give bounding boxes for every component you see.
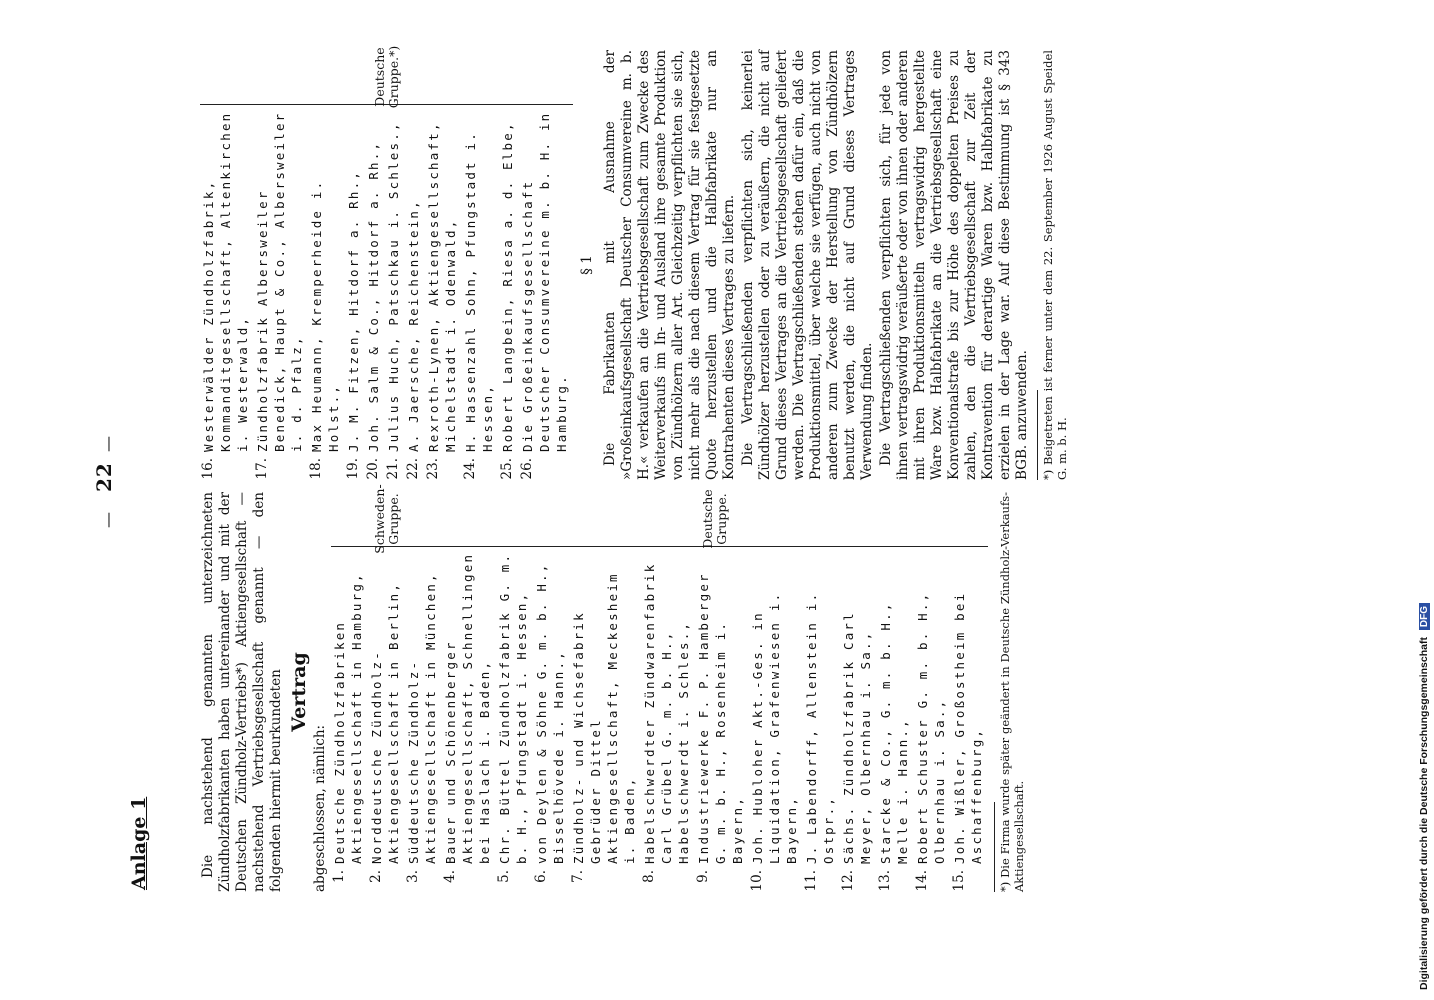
section-title: § 1	[579, 255, 595, 275]
list-item	[519, 109, 570, 480]
list-item-text: Sächs. Zündholzfabrik Carl Meyer, Olbernhau i. Sa.,	[841, 611, 873, 864]
list-item-number: 6.	[533, 870, 549, 883]
list-item	[405, 551, 439, 892]
list-item	[496, 551, 530, 892]
group-schweden-items	[331, 546, 442, 892]
list-item-text: Habelschwerdter Zündwarenfabrik Carl Grübel G. m. b. H., Habelschwerdt i. Schles.,	[642, 562, 691, 864]
contract-title: Vertrag	[288, 652, 310, 732]
list-item-text: Industriewerke F. P. Hamberger G. m. b. H., Rosenheim i. Bayern,	[696, 572, 745, 864]
list-item	[425, 109, 459, 480]
list-item-text: Deutsche Zündholzfabriken Aktiengesellschaft in Hamburg,	[332, 572, 364, 864]
group-schweden-label: Schweden-Gruppe.	[371, 484, 401, 554]
list-item	[345, 109, 362, 480]
list-item-text: Zündholz- und Wichsefabrik Gebrüder Dittel Aktiengesellschaft, Meckesheim i. Baden,	[571, 572, 637, 864]
page-number: 22	[92, 462, 116, 492]
list-item-number: 20.	[365, 458, 381, 480]
list-item-number: 21.	[385, 458, 401, 480]
contract-subhead: abgeschlossen, nämlich:	[312, 724, 328, 892]
list-item-number: 25.	[499, 458, 515, 480]
group-deutsche	[442, 489, 988, 892]
list-item-number: 3.	[405, 870, 421, 883]
list-item-text: Robert Schuster G. m. b. H., Olbernhau i. Sa.,	[915, 591, 947, 864]
list-item-number: 7.	[570, 870, 586, 883]
list-item-text: Rexroth-Lynen, Aktiengesellschaft, Michelstadt i. Odenwald,	[426, 121, 458, 452]
footnote-left: *) Die Firma wurde später geändert in Deutsche Zündholz-Verkaufs-Aktiengesellschaft.	[998, 492, 1026, 892]
list-item	[641, 551, 692, 892]
header-dash-left: —	[98, 512, 117, 528]
list-item	[308, 109, 342, 480]
footnote-rule-right	[1037, 390, 1038, 480]
list-item-number: 2.	[368, 870, 384, 883]
list-item	[840, 551, 874, 892]
list-item	[803, 551, 837, 892]
list-item-number: 14.	[914, 870, 930, 892]
list-item	[914, 551, 948, 892]
list-item-text: Bauer und Schönenberger Aktiengesellschaft, Schnellingen bei Haslach i. Baden,	[443, 552, 492, 864]
header-dash-right: —	[98, 436, 117, 452]
dfg-note-text: Digitalisierung gefördert durch die Deutsche Forschungsgemeinschaft	[1418, 637, 1430, 990]
list-item-number: 9.	[695, 870, 711, 883]
list-item-number: 15.	[951, 870, 967, 892]
list-item	[368, 551, 402, 892]
list-item-text: Chr. Büttel Zündholzfabrik G. m. b. H., Pfungstadt i. Hessen,	[497, 552, 529, 864]
list-item-text: Robert Langbein, Riesa a. d. Elbe,	[500, 121, 515, 452]
list-item-number: 10.	[749, 870, 765, 892]
list-item	[462, 109, 496, 480]
list-item-text: Julius Huch, Patschkau i. Schles.,	[386, 121, 401, 452]
list-item	[200, 109, 251, 480]
list-item-number: 19.	[345, 458, 361, 480]
list-item	[570, 551, 638, 892]
section-paragraph-3: Die Vertragschließenden verpflichten sich, für jede von ihnen vertragswidrig veräußerte oder von ihnen oder anderen mit ihren Produktionsmitteln vertragswidrig hergestellte Ware bzw. Halbfabrikate an die Vertriebsgesellschaft eine Konventionalstrafe bis zur Höhe des doppelten Preises zu zahlen, den die Vertriebsgesellschaft zur Zeit der Kontravention für derartige Waren bzw. Halbfabrikate zu erzielen in der Lage war. Auf diese Bestimmung ist § 343 BGB. anzuwenden.	[878, 50, 1030, 480]
list-item-number: 17.	[254, 458, 270, 480]
list-item-text: J. Labendorff, Allenstein i. Ostpr.,	[804, 591, 836, 864]
group-deutsche-items	[442, 546, 988, 892]
section-paragraph-2: Die Vertragschließenden verpflichten sich, keinerlei Zündhölzer herzustellen oder zu veräußern, die nicht auf Grund dieses Vertrages an die Vertriebsgesellschaft geliefert werden. Die Vertragschließenden stehen dafür ein, daß die Produktionsmittel, über welche sie verfügen, auch nicht von anderen zum Zwecke der Herstellung von Zündhölzern benutzt werden, die nicht auf Grund dieses Vertrages Verwendung finden.	[740, 50, 875, 480]
list-item-text: Süddeutsche Zündholz-Aktiengesellschaft in München,	[406, 572, 438, 864]
list-item-number: 24.	[462, 458, 478, 480]
list-item-number: 1.	[331, 870, 347, 883]
left-column	[200, 484, 1028, 892]
list-item-text: von Deylen & Söhne G. m. b. H., Bisselhövede i. Hann.,	[534, 562, 566, 864]
list-item-text: A. Jaersche, Reichenstein,	[406, 199, 421, 452]
list-item-number: 18.	[308, 458, 324, 480]
section-paragraph-1: Die Fabrikanten mit Ausnahme der »Großeinkaufsgesellschaft Deutscher Consumvereine m. b. H.« verkaufen an die Vertriebsgesellschaft zum Zwecke des Weiterverkaufs im In- und Ausland ihre gesamte Produktion von Zündhölzern aller Art. Gleichzeitig verpflichten sie sich, nicht mehr als die nach diesem Vertrag für sie festgesetzte Quote herzustellen und die Halbfabrikate nur an Kontrahenten dieses Vertrages zu liefern.	[602, 50, 737, 480]
list-item	[533, 551, 567, 892]
list-item	[254, 109, 305, 480]
list-item-number: 12.	[840, 870, 856, 892]
footnote-right: *) Beigetreten ist ferner unter dem 22. September 1926 August Speidel G. m. b. H.	[1041, 50, 1069, 480]
list-item-text: H. Hassenzahl Sohn, Pfungstadt i. Hessen,	[463, 131, 495, 452]
list-item-text: Joh. Hubloher Akt.-Ges. in Liquidation, Grafenwiesen i. Bayern,	[750, 591, 799, 864]
list-item-number: 5.	[496, 870, 512, 883]
list-item-text: Zündholzfabrik Albersweiler Benedick, Haupt & Co., Albersweiler i. d. Pfalz,	[255, 111, 304, 452]
list-item	[331, 551, 365, 892]
list-item	[951, 551, 985, 892]
list-item-text: Norddeutsche Zündholz-Aktiengesellschaft in Berlin,	[369, 581, 401, 864]
list-item	[749, 551, 800, 892]
list-item	[499, 109, 516, 480]
list-item-text: J. M. Fitzen, Hitdorf a. Rh.,	[346, 169, 361, 452]
list-item	[385, 109, 402, 480]
group-deutsche-cont	[200, 45, 573, 480]
list-item-number: 13.	[877, 870, 893, 892]
list-item-number: 4.	[442, 870, 458, 883]
list-item-text: Joh. Salm & Co., Hitdorf a. Rh.,	[366, 140, 381, 452]
list-item-number: 22.	[405, 458, 421, 480]
group-schweden	[331, 484, 442, 892]
list-item-number: 11.	[803, 870, 819, 892]
list-item-text: Joh. Wißler, Großostheim bei Aschaffenburg,	[952, 591, 984, 864]
list-item	[365, 109, 382, 480]
anlage-label: Anlage 1	[128, 796, 150, 890]
list-item-text: Max Heumann, Kremperheide i. Holst.,	[309, 179, 341, 452]
list-item-text: Die Großeinkaufsgesellschaft Deutscher Consumvereine m. b. H. in Hamburg.	[520, 111, 569, 452]
intro-paragraph: Die nachstehend genannten unterzeichneten Zündholzfabrikanten haben untereinander und mit der Deutschen Zündholz-Vertriebs*) Aktiengesellschaft — nachstehend Vertriebsgesellschaft genannt — den folgenden hiermit beurkundeten	[200, 492, 284, 892]
group-deutsche-cont-items	[200, 104, 573, 480]
list-item	[405, 109, 422, 480]
group-deutsche-cont-label: Deutsche Gruppe.*)	[371, 45, 401, 109]
list-item-number: 8.	[641, 870, 657, 883]
list-item-number: 26.	[519, 458, 535, 480]
list-item-number: 16.	[200, 458, 216, 480]
list-item-number: 23.	[425, 458, 441, 480]
list-item	[695, 551, 746, 892]
group-deutsche-label: Deutsche Gruppe.	[700, 489, 729, 549]
right-column	[200, 45, 1071, 480]
list-item	[877, 551, 911, 892]
list-item-text: Westerwälder Zündholzfabrik, Kommanditgesellschaft, Altenkirchen i. Westerwald,	[201, 111, 250, 452]
list-item	[442, 551, 493, 892]
list-item-text: Starcke & Co., G. m. b. H., Melle i. Hann.,	[878, 601, 910, 864]
dfg-badge: DFG	[1419, 603, 1430, 630]
footnote-rule-left	[994, 802, 995, 892]
